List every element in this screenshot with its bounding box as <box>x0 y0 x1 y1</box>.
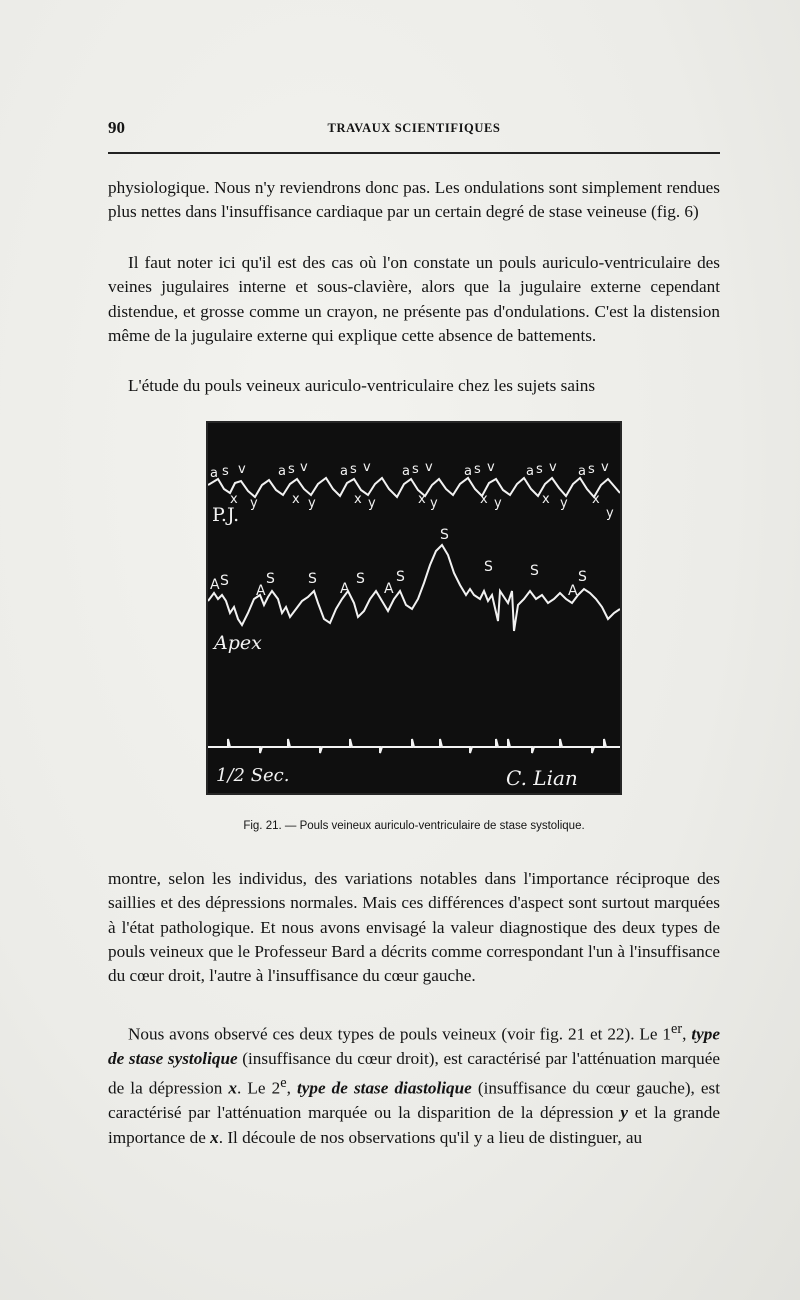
apex-label-a: A <box>384 581 394 597</box>
pj-label: P.J. <box>212 504 240 526</box>
apex-label-s: S <box>440 527 449 543</box>
wave-label-y: y <box>368 496 376 511</box>
p5-text-e: , <box>286 1079 297 1099</box>
wave-label-s: s <box>288 462 295 477</box>
var-x-2: x <box>210 1127 219 1147</box>
time-marker-trace <box>208 739 620 753</box>
paragraph-2: Il faut noter ici qu'il est des cas où l'on constate un pouls auriculo-ventriculaire des veines jugulaires interne et sous-clavière, alors que la jugulaire externe cependant distendue, et grosse comme un crayon, ne présente pas d'ondulations. C'est la distension même de la jugulaire externe qui explique cette absence de battements. <box>108 253 720 345</box>
apex-label-s: S <box>220 573 229 589</box>
wave-label-a: a <box>402 464 410 479</box>
wave-label-x: x <box>230 492 238 507</box>
tracing-svg <box>208 423 620 793</box>
wave-label-v: v <box>487 460 495 475</box>
p5-sup-e: e <box>280 1075 287 1092</box>
var-x: x <box>228 1079 237 1099</box>
apex-label-s: S <box>530 563 539 579</box>
wave-label-v: v <box>238 462 246 477</box>
wave-label-a: a <box>210 466 218 481</box>
apex-label-s: S <box>356 571 365 587</box>
wave-label-x: x <box>542 492 550 507</box>
wave-label-s: s <box>474 462 481 477</box>
wave-label-y: y <box>308 496 316 511</box>
wave-label-a: a <box>340 464 348 479</box>
wave-label-x: x <box>480 492 488 507</box>
time-scale-label: 1/2 Sec. <box>216 765 290 786</box>
wave-label-a: a <box>464 464 472 479</box>
page-header <box>108 118 720 140</box>
p5-text-a: Nous avons observé ces deux types de pouls veineux (voir fig. 21 et 22). Le 1 <box>128 1024 672 1044</box>
wave-label-v: v <box>425 460 433 475</box>
p5-text-g: et la grande importance de <box>108 1103 721 1147</box>
apex-label-a: A <box>256 583 266 599</box>
wave-label-s: s <box>222 464 229 479</box>
header-rule <box>108 152 720 154</box>
figure-21-tracing <box>208 423 620 793</box>
wave-label-s: s <box>588 462 595 477</box>
apex-label-a: A <box>340 581 350 597</box>
paragraph-3: L'étude du pouls veineux auriculo-ventriculaire chez les sujets sains <box>128 376 596 395</box>
wave-label-v: v <box>363 460 371 475</box>
paragraph-5 <box>108 1017 720 1150</box>
p5-text-b: , <box>682 1024 692 1044</box>
wave-label-s: s <box>350 462 357 477</box>
wave-label-s: s <box>536 462 543 477</box>
apex-label-s: S <box>308 571 317 587</box>
wave-label-a: a <box>578 464 586 479</box>
running-title: TRAVAUX SCIENTIFIQUES <box>327 121 501 135</box>
page-number: 90 <box>108 118 125 137</box>
apex-label-a: A <box>568 583 578 599</box>
jugular-wave-labels <box>210 460 614 521</box>
wave-label-x: x <box>592 492 600 507</box>
p5-text-h: . Il découle de nos observations qu'il y a lieu de distinguer, au <box>218 1127 643 1147</box>
apex-label-a: A <box>210 577 220 593</box>
apex-trace <box>208 545 620 631</box>
wave-label-y: y <box>560 496 568 511</box>
wave-label-x: x <box>292 492 300 507</box>
wave-label-y: y <box>430 496 438 511</box>
apex-label-s: S <box>396 569 405 585</box>
apex-label-s: S <box>266 571 275 587</box>
figure-caption: Fig. 21. — Pouls veineux auriculo-ventriculaire de stase systolique. <box>243 820 585 832</box>
var-y: y <box>620 1103 628 1123</box>
wave-label-x: x <box>418 492 426 507</box>
p5-sup-er: er <box>671 1021 683 1037</box>
term-stase-diastolique: type de stase diastolique <box>296 1079 472 1099</box>
p5-text-c: (insuffisance du cœur droit), est caractérisé par l'atténuation marquée de la dépression <box>108 1049 720 1099</box>
term-stase-systolique: type de stase systolique <box>108 1024 720 1069</box>
author-signature: C. Lian <box>506 766 578 790</box>
wave-label-y: y <box>494 496 502 511</box>
wave-label-s: s <box>412 462 419 477</box>
p5-text-f: (insuffisance du cœur gauche), est caractérisé par l'atténuation marquée ou la disparition de la dépression <box>108 1079 721 1123</box>
paragraph-1: physiologique. Nous n'y reviendrons donc pas. Les ondulations sont simplement rendues plus nettes dans l'insuffisance cardiaque par un certain degré de stase veineuse (fig. 6) <box>108 178 720 222</box>
jugular-pulse-trace <box>208 478 620 497</box>
apex-label-s: S <box>484 559 493 575</box>
wave-label-x: x <box>354 492 362 507</box>
p5-text-d: . Le 2 <box>237 1079 281 1099</box>
wave-label-y: y <box>250 496 258 511</box>
wave-label-v: v <box>300 460 308 475</box>
wave-label-y: y <box>606 506 614 521</box>
wave-label-v: v <box>601 460 609 475</box>
wave-label-a: a <box>526 464 534 479</box>
apex-label-s: S <box>578 569 587 585</box>
paragraph-4: montre, selon les individus, des variations notables dans l'importance réciproque des saillies et des dépressions normales. Mais ces différences d'aspect sont surtout marquées à l'état pathologique. Et nous avons envisagé la valeur diagnostique des deux types de pouls veineux que le Professeur Bard a décrits comme correspondant l'un à l'insuffisance du cœur droit, l'autre à l'insuffisance du cœur gauche. <box>108 869 720 986</box>
wave-label-v: v <box>549 460 557 475</box>
apex-wave-labels <box>210 527 587 599</box>
apex-label: Apex <box>214 632 262 654</box>
wave-label-a: a <box>278 464 286 479</box>
